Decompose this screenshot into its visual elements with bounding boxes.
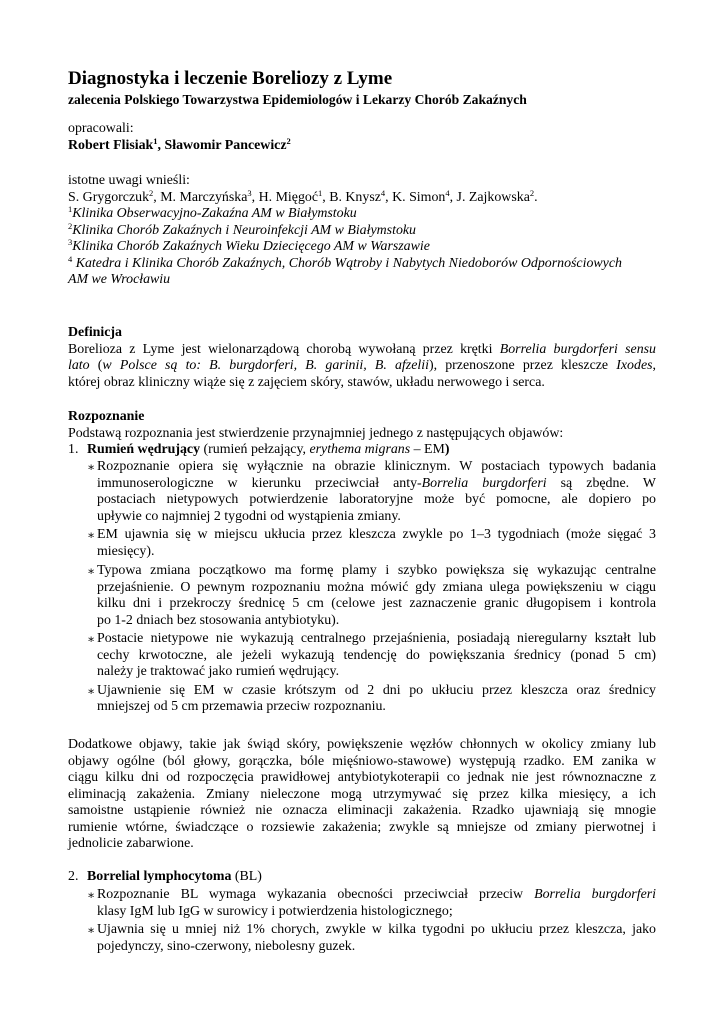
affiliation-3 <box>68 239 656 256</box>
authors-block <box>68 121 656 154</box>
reviewers-end: . <box>534 189 538 205</box>
definition-section <box>68 325 656 391</box>
bullet-line: Rozpoznanie opiera się wyłącznie na obrazie klinicznym. W postaciach typowych badania <box>97 459 656 474</box>
bullet-item <box>87 459 656 525</box>
authors-label: opracowali: <box>68 121 134 136</box>
reviewers-block <box>68 173 656 289</box>
affiliation-4 <box>68 253 656 273</box>
paragraph-line: samoistne ustąpienie również nie oznacza eliminacji zakażenia. Rzadko ujawniają się mnogie <box>68 803 656 818</box>
reviewer-affiliation-mark: 3 <box>247 187 252 198</box>
reviewer-name: , J. Zajkowska <box>449 189 530 205</box>
affiliation-4-continuation: AM we Wrocławiu <box>68 272 171 287</box>
latin-term: Borrelia burgdorferi <box>421 475 547 491</box>
bullet-line: pojedynczy, sino-czerwony, niebolesny guzek. <box>97 938 356 954</box>
bullet-line: Typowa zmiana początkowo ma formę plamy i szybko powiększa się wykazując centralne <box>97 563 656 578</box>
item-2-heading <box>68 869 656 886</box>
bullet-line: postaciach nietypowych potwierdzenie laboratoryjne może być pomocne, ale dopiero po <box>97 492 656 507</box>
author-name: Robert Flisiak <box>68 137 154 153</box>
additional-symptoms-paragraph <box>68 737 656 853</box>
bullet-line: kilku dni i przekroczy średnicę 5 cm (celowe jest zaznaczenie granic długopisem i kontrola <box>97 596 656 611</box>
reviewer-affiliation-mark: 1 <box>318 187 323 198</box>
affiliation-mark: 4 <box>68 253 73 264</box>
reviewer-affiliation-mark: 4 <box>380 187 386 198</box>
diagnosis-intro: Podstawą rozpoznania jest stwierdzenie przynajmniej jednego z następujących objawów: <box>68 425 564 441</box>
text-run: – EM <box>410 442 445 457</box>
bullet-item <box>87 683 656 716</box>
diagnosis-item-1 <box>68 442 656 459</box>
bullet-line: cechy krwotoczne, ale jeżeli wykazują tendencję do powiększania średnicy (ponad 5 cm) <box>97 647 656 663</box>
paragraph-line: rumienie wtórne, świadczące o rozsiewie zakażenia; zwykle są mniejsze od zmiany pierwotnej i <box>68 819 656 835</box>
diagnosis-item-2 <box>68 869 656 886</box>
document-subtitle: zalecenia Polskiego Towarzystwa Epidemiologów i Lekarzy Chorób Zakaźnych <box>68 92 527 107</box>
text-run: Rozpoznanie BL wymaga wykazania obecności przeciwciał przeciw <box>97 887 535 902</box>
diagnosis-section <box>68 409 656 459</box>
bullet-line: po 1-2 dniach bez stosowania antybiotyku). <box>97 612 340 628</box>
reviewer-affiliation-mark: 2 <box>529 187 535 198</box>
affiliation-text: Klinika Chorób Zakaźnych Wieku Dziecięcego AM w Warszawie <box>72 239 430 254</box>
latin-term: Ixodes <box>616 358 653 373</box>
author-affiliation-mark: 1 <box>153 135 158 146</box>
text-run: , <box>652 358 657 373</box>
author-name: Sławomir Pancewicz <box>164 137 287 153</box>
author-affiliation-mark: 2 <box>286 135 291 146</box>
text-run: immunoserologiczne w kierunku przeciwciał anty- <box>97 475 422 491</box>
bullet-line <box>97 476 656 493</box>
bullet-line: upływie co najmniej 2 tygodni od wystąpienia zmiany. <box>97 508 401 524</box>
asterisk-icon: ∗ <box>87 528 96 542</box>
reviewer-name: , K. Simon <box>385 189 446 205</box>
latin-term: Borrelia burgdorferi sensu <box>499 341 656 357</box>
paragraph-line: Dodatkowe objawy, takie jak świąd skóry, powiększenie węzłów chłonnych w okolicy zmiany lub <box>68 737 656 752</box>
asterisk-icon: ∗ <box>87 923 96 937</box>
text-run: (BL) <box>231 869 262 884</box>
asterisk-icon: ∗ <box>87 564 96 578</box>
affiliation-text: Klinika Obserwacyjno-Zakaźna AM w Białymstoku <box>72 206 357 221</box>
bullet-line: należy je traktować jako rumień wędrujący. <box>97 664 340 679</box>
item-name: Borrelial lymphocytoma <box>87 869 232 884</box>
paragraph-line: objawy ogólne (ból głowy, gorączka, bóle mięśniowo-stawowe) występują rzadko. EM zanika w <box>68 753 656 769</box>
paragraph-line: jednolicie zabarwione. <box>68 836 194 851</box>
bullet-item <box>87 527 656 560</box>
definition-line: której obraz kliniczny wiąże się z zajęciem skóry, stawów, układu nerwowego i serca. <box>68 374 545 390</box>
affiliation-text: Katedra i Klinika Chorób Zakaźnych, Chorób Wątroby i Nabytych Niedoborów Odpornościowych <box>72 255 622 271</box>
asterisk-icon: ∗ <box>87 632 96 646</box>
latin-term: Borrelia burgdorferi <box>534 887 656 902</box>
bullet-line: klasy IgM lub IgG w surowicy i potwierdzenia histologicznego; <box>97 903 453 919</box>
bullet-line <box>97 887 656 904</box>
asterisk-icon: ∗ <box>87 683 96 698</box>
asterisk-icon: ∗ <box>87 888 96 902</box>
reviewers-label: istotne uwagi wnieśli: <box>68 173 190 188</box>
bullet-item <box>87 563 656 629</box>
reviewer-name: , B. Knysz <box>322 189 381 205</box>
bullet-line: Ujawnienie się EM w czasie krótszym od 2 dni po ukłuciu przez kleszcza oraz średnicy <box>97 682 656 698</box>
document-title: Diagnostyka i leczenie Boreliozy z Lyme <box>68 68 393 89</box>
affiliation-mark: 3 <box>68 237 73 247</box>
bullet-line: EM ujawnia się w miejscu ukłucia przez kleszcza zwykle po 1–3 tygodniach (może sięgać 3 <box>97 527 656 542</box>
affiliation-mark: 1 <box>68 204 73 214</box>
item-number: 2. <box>68 869 79 884</box>
definition-line <box>68 342 656 359</box>
bullet-line: przejaśnienie. O pewnym rozpoznaniu można mówić gdy zmiana ulega powiększeniu w ciągu <box>97 579 656 595</box>
author-separator: , <box>157 137 165 153</box>
definition-line <box>68 358 656 375</box>
bullet-list-2 <box>87 887 656 955</box>
bullet-item <box>87 631 656 681</box>
bullet-line: Postacie nietypowe nie wykazują centralnego przejaśnienia, posiadają nieregularny kształt lub <box>97 631 656 646</box>
text-run: Borelioza z Lyme jest wielonarządową chorobą wywołaną przez krętki <box>68 341 500 357</box>
text-run: ), przenoszone przez kleszcze <box>428 358 617 373</box>
text-run: ( <box>89 358 103 373</box>
bullet-item <box>87 887 656 920</box>
affiliation-text: Klinika Chorób Zakaźnych i Neuroinfekcji AM w Białymstoku <box>72 222 417 238</box>
reviewer-affiliation-mark: 4 <box>445 187 450 198</box>
definition-heading: Definicja <box>68 325 123 340</box>
asterisk-icon: ∗ <box>87 460 96 474</box>
reviewer-name: , M. Marczyńska <box>153 189 248 205</box>
latin-term: erythema migrans <box>309 442 411 457</box>
bullet-line: mniejszej od 5 cm przemawia przeciw rozpoznaniu. <box>97 699 386 714</box>
text-run: (rumień pełzający, <box>200 442 310 457</box>
bullet-item <box>87 922 656 955</box>
bullet-line: Ujawnia się u mniej niż 1% chorych, zwykle w kilka tygodni po ukłuciu przez kleszcza, jako <box>97 922 656 937</box>
affiliation-mark: 2 <box>68 220 73 231</box>
affiliation-2 <box>68 220 656 240</box>
paragraph-line: ciągu kilku dni od rozpoczęcia prawidłowej antybiotykoterapii co jednak nie jest równoznaczne z <box>68 770 656 785</box>
text-run: ) <box>444 442 450 457</box>
text-run: są zbędne. W <box>546 475 656 491</box>
reviewers-names <box>68 187 656 207</box>
latin-term: lato <box>68 358 90 373</box>
diagnosis-heading: Rozpoznanie <box>68 409 145 424</box>
latin-term: w Polsce są to: B. burgdorferi, B. garinii, B. afzelii <box>102 358 429 373</box>
item-number: 1. <box>68 442 79 457</box>
reviewer-name: S. Grygorczuk <box>68 189 150 205</box>
bullet-list-1 <box>87 459 656 716</box>
bullet-line: miesięcy). <box>97 543 155 559</box>
authors-names <box>68 135 656 155</box>
affiliation-1 <box>68 206 656 223</box>
item-name: Rumień wędrujący <box>87 442 201 457</box>
reviewer-name: , H. Mięgoć <box>251 189 318 205</box>
reviewer-affiliation-mark: 2 <box>149 187 154 198</box>
paragraph-line: eliminacją zakażenia. Zmiany nieleczone mogą utrzymywać się przez kilka miesięcy, a ich <box>68 786 656 802</box>
